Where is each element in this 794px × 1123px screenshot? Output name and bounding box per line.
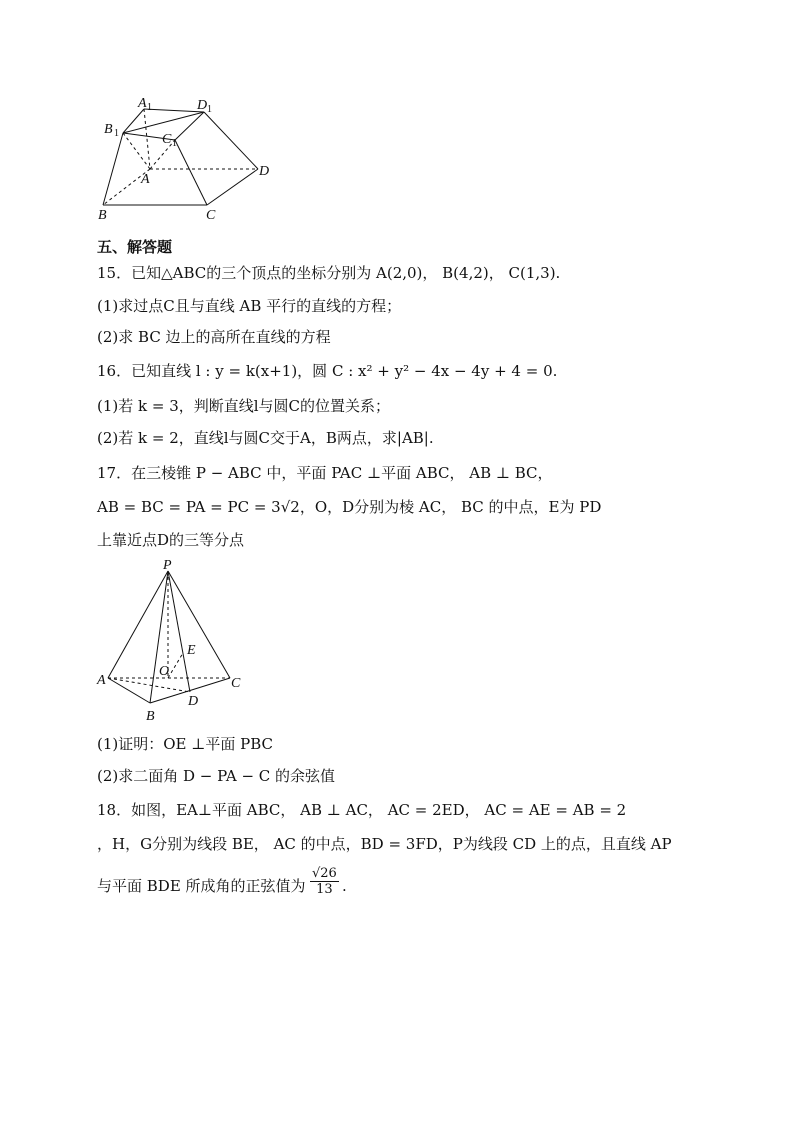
q15-part1: (1)求过点C且与直线 AB 平行的直线的方程； <box>97 297 402 315</box>
label-C: C <box>206 208 216 223</box>
label-B: B <box>98 208 107 223</box>
q17-line1: 17．在三棱锥 P − ABC 中，平面 PAC ⊥平面 ABC， AB ⊥ BC， <box>97 464 553 482</box>
q17-part1: (1)证明：OE ⊥平面 PBC <box>97 735 274 753</box>
label-C: C <box>231 676 241 691</box>
label-A: A <box>97 673 106 688</box>
q18-line2: ，H，G分别为线段 BE， AC 的中点，BD = 3FD，P为线段 CD 上的点，且直线 AP <box>97 835 672 853</box>
label-C1-sub: 1 <box>172 138 177 149</box>
q16-part1: (1)若 k = 3，判断直线l与圆C的位置关系； <box>97 397 391 415</box>
q17-line2: AB = BC = PA = PC = 3√2，O，D分别为棱 AC， BC 的中点，E为 PD <box>97 498 602 516</box>
label-A: A <box>141 172 150 187</box>
label-D1-sub: 1 <box>207 104 212 115</box>
label-B: B <box>146 709 155 724</box>
label-B1-sub: 1 <box>114 128 119 139</box>
q18-period: . <box>342 877 347 895</box>
label-D: D <box>259 164 270 179</box>
frustum-diagram <box>95 92 280 224</box>
fraction-denominator: 13 <box>316 882 333 897</box>
label-C1: C <box>162 132 172 147</box>
q15-part2: (2)求 BC 边上的高所在直线的方程 <box>97 328 331 346</box>
sine-value-fraction <box>310 866 339 897</box>
label-A1-sub: 1 <box>147 102 152 113</box>
q15-stem: 15．已知△ABC的三个顶点的坐标分别为 A(2,0)， B(4,2)， C(1,3). <box>97 264 561 282</box>
pyramid-figure <box>95 556 265 726</box>
label-D1: D <box>197 98 208 113</box>
label-B1: B <box>104 122 113 137</box>
q16-stem: 16．已知直线 l : y = k(x+1)，圆 C : x² + y² − 4x − 4y + 4 = 0. <box>97 362 558 380</box>
label-D: D <box>188 694 199 709</box>
q17-line3: 上靠近点D的三等分点 <box>97 531 245 549</box>
q18-line1: 18．如图，EA⊥平面 ABC， AB ⊥ AC， AC = 2ED， AC = AE = AB = 2 <box>97 801 627 819</box>
label-E: E <box>187 643 196 658</box>
pyramid-diagram <box>95 556 265 726</box>
q16-part2: (2)若 k = 2，直线l与圆C交于A，B两点，求|AB|. <box>97 429 434 447</box>
q18-line3: 与平面 BDE 所成角的正弦值为 <box>97 877 306 895</box>
frustum-figure <box>95 92 280 224</box>
section-title: 五、解答题 <box>97 238 173 256</box>
label-P: P <box>163 558 172 573</box>
fraction-numerator: √26 <box>312 866 337 881</box>
label-A1: A <box>138 96 147 111</box>
label-O: O <box>159 664 170 679</box>
q17-part2: (2)求二面角 D − PA − C 的余弦值 <box>97 767 336 785</box>
